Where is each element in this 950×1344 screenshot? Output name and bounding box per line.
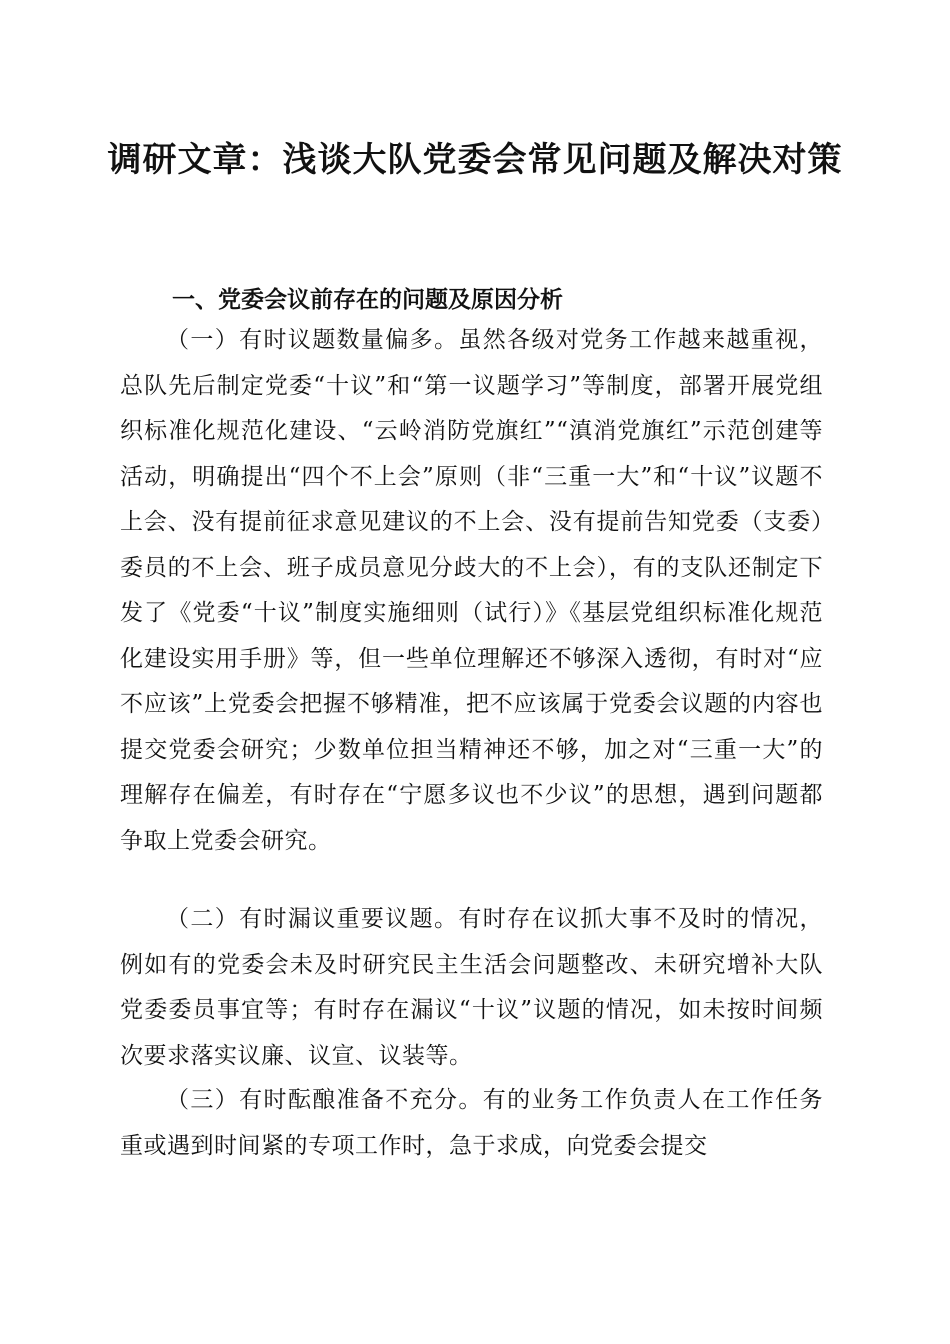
paragraph-2-body: 有时存在议抓大事不及时的情况，例如有的党委会未及时研究民主生活会问题整改、未研究增补大队党委委员事宜等；有时存在漏议“十议”议题的情况，如未按时间频次要求落实议廉、议宣、议装等。 xyxy=(120,906,824,1069)
paragraph-2 xyxy=(120,897,823,1079)
paragraph-3 xyxy=(120,1078,823,1169)
paragraph-3-body: 有的业务工作负责人在工作任务重或遇到时间紧的专项工作时，急于求成，向党委会提交 xyxy=(120,1087,824,1159)
paragraph-3-lead: （三）有时酝酿准备不充分。 xyxy=(166,1087,483,1113)
paragraph-2-lead: （二）有时漏议重要议题。 xyxy=(166,906,459,932)
paragraph-1-body: 虽然各级对党务工作越来越重视，总队先后制定党委“十议”和“第一议题学习”等制度，部署开展党组织标准化规范化建设、“云岭消防党旗红”“滇消党旗红”示范创建等活动，明确提出“四个不上会”原则（非“三重一大”和“十议”议题不上会、没有提前征求意见建议的不上会、没有提前告知党委（支委）委员的不上会、班子成员意见分歧大的不上会），有的支队还制定下发了《党委“十议”制度实施细则（试行）》《基层党组织标准化规范化建设实用手册》等，但一些单位理解还不够深入透彻，有时对“应不应该”上党委会把握不够精准，把不应该属于党委会议题的内容也提交党委会研究；少数单位担当精神还不够，加之对“三重一大”的理解存在偏差，有时存在“宁愿多议也不少议”的思想，遇到问题都争取上党委会研究。 xyxy=(120,327,824,854)
document-title: 调研文章：浅谈大队党委会常见问题及解决对策 xyxy=(107,140,843,180)
paragraph-1-lead: （一）有时议题数量偏多。 xyxy=(166,327,459,353)
paragraph-1 xyxy=(120,318,823,864)
section-heading: 一、党委会议前存在的问题及原因分析 xyxy=(172,287,563,313)
